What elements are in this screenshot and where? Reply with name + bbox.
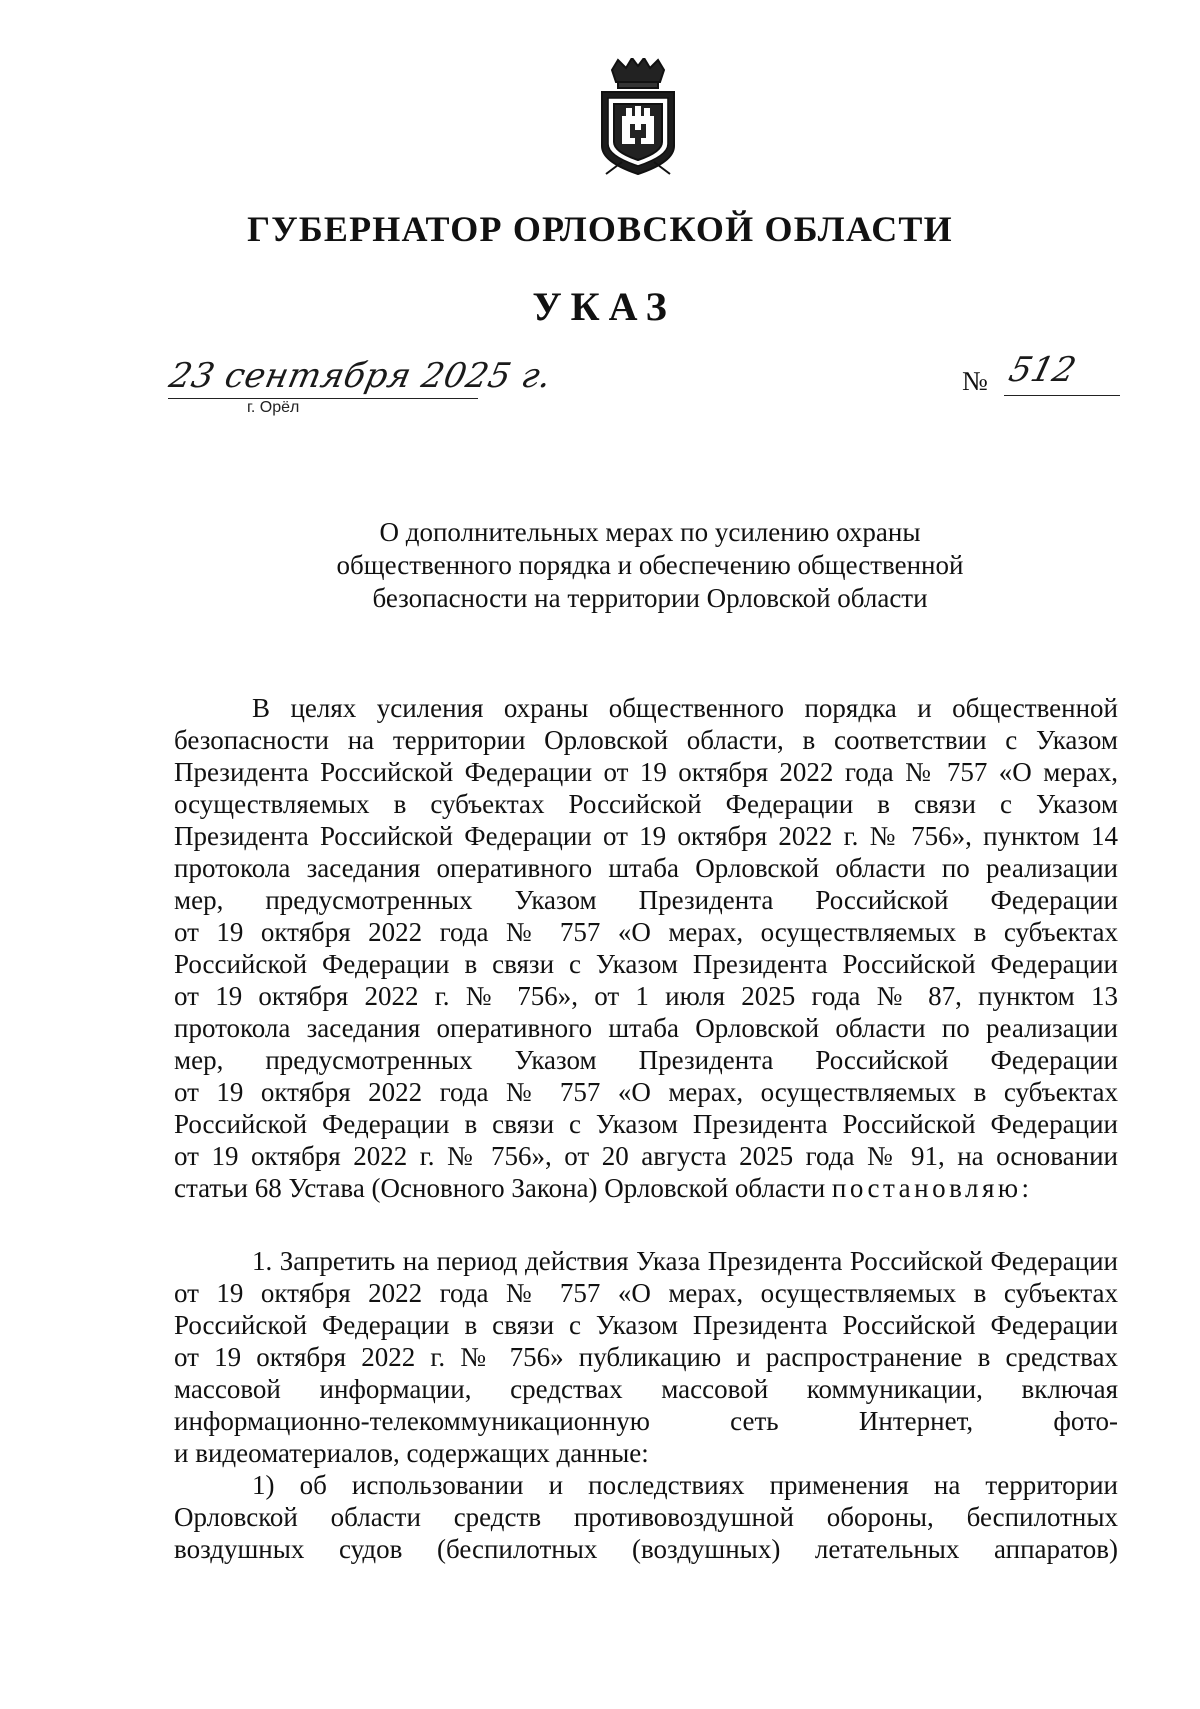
preamble-line: от 19 октября 2022 года № 757 «О мерах, осуществляемых в субъектах <box>174 917 1118 947</box>
preamble-line: от 19 октября 2022 года № 757 «О мерах, осуществляемых в субъектах <box>174 1077 1118 1107</box>
preamble-paragraph <box>174 692 1118 1204</box>
preamble-last-line <box>174 1172 1118 1204</box>
subclause-line: Орловской области средств противовоздушной обороны, беспилотных <box>174 1502 1118 1532</box>
clause-line: 1. Запретить на период действия Указа Президента Российской Федерации <box>252 1246 1118 1276</box>
handwritten-date: 23 сентября 2025 г. <box>165 356 556 396</box>
date-underline <box>168 398 478 399</box>
clause-line: от 19 октября 2022 г. № 756» публикацию и распространение в средствах <box>174 1342 1118 1372</box>
preamble-line: Президента Российской Федерации от 19 октября 2022 г. № 756», пунктом 14 <box>174 821 1118 851</box>
clause-line: массовой информации, средствах массовой коммуникации, включая <box>174 1374 1118 1404</box>
handwritten-number: 512 <box>1005 350 1080 390</box>
preamble-line: Президента Российской Федерации от 19 октября 2022 года № 757 «О мерах, <box>174 757 1118 787</box>
preamble-line: безопасности на территории Орловской области, в соответствии с Указом <box>174 725 1118 755</box>
subclause-line: 1) об использовании и последствиях применения на территории <box>252 1470 1118 1500</box>
document-type-heading: УКАЗ <box>532 284 676 329</box>
clause-line: Российской Федерации в связи с Указом Президента Российской Федерации <box>174 1310 1118 1340</box>
number-sign: № <box>962 366 988 396</box>
title-line: общественного порядка и обеспечению общественной <box>336 550 964 580</box>
title-line: безопасности на территории Орловской области <box>372 583 928 613</box>
clause-line: информационно-телекоммуникационную сеть Интернет, фото- <box>174 1406 1118 1436</box>
place-label: г. Орёл <box>247 399 300 416</box>
preamble-line: протокола заседания оперативного штаба Орловской области по реализации <box>174 853 1118 883</box>
number-underline <box>1004 395 1120 396</box>
preamble-line: В целях усиления охраны общественного порядка и общественной <box>252 693 1118 723</box>
preamble-line: от 19 октября 2022 г. № 756», от 1 июля 2025 года № 87, пунктом 13 <box>174 981 1118 1011</box>
subclause-line: воздушных судов (беспилотных (воздушных) летательных аппаратов) <box>174 1534 1118 1564</box>
preamble-line: протокола заседания оперативного штаба Орловской области по реализации <box>174 1013 1118 1043</box>
authority-heading: ГУБЕРНАТОР ОРЛОВСКОЙ ОБЛАСТИ <box>247 209 953 249</box>
coat-of-arms-emblem <box>596 58 680 178</box>
document-title <box>250 516 1050 615</box>
preamble-line: Российской Федерации в связи с Указом Президента Российской Федерации <box>174 949 1118 979</box>
preamble-line: мер, предусмотренных Указом Президента Российской Федерации <box>174 1045 1118 1075</box>
clause-1-paragraph <box>174 1245 1118 1565</box>
preamble-line-text: статьи 68 Устава (Основного Закона) Орловской области <box>174 1173 832 1203</box>
preamble-line: мер, предусмотренных Указом Президента Российской Федерации <box>174 885 1118 915</box>
clause-line: от 19 октября 2022 года № 757 «О мерах, осуществляемых в субъектах <box>174 1278 1118 1308</box>
preamble-line: Российской Федерации в связи с Указом Президента Российской Федерации <box>174 1109 1118 1139</box>
clause-line: и видеоматериалов, содержащих данные: <box>174 1438 649 1468</box>
preamble-line: от 19 октября 2022 г. № 756», от 20 августа 2025 года № 91, на основании <box>174 1141 1118 1171</box>
decree-word: постановляю: <box>831 1173 1033 1203</box>
preamble-line: осуществляемых в субъектах Российской Федерации в связи с Указом <box>174 789 1118 819</box>
title-line: О дополнительных мерах по усилению охраны <box>379 517 921 547</box>
